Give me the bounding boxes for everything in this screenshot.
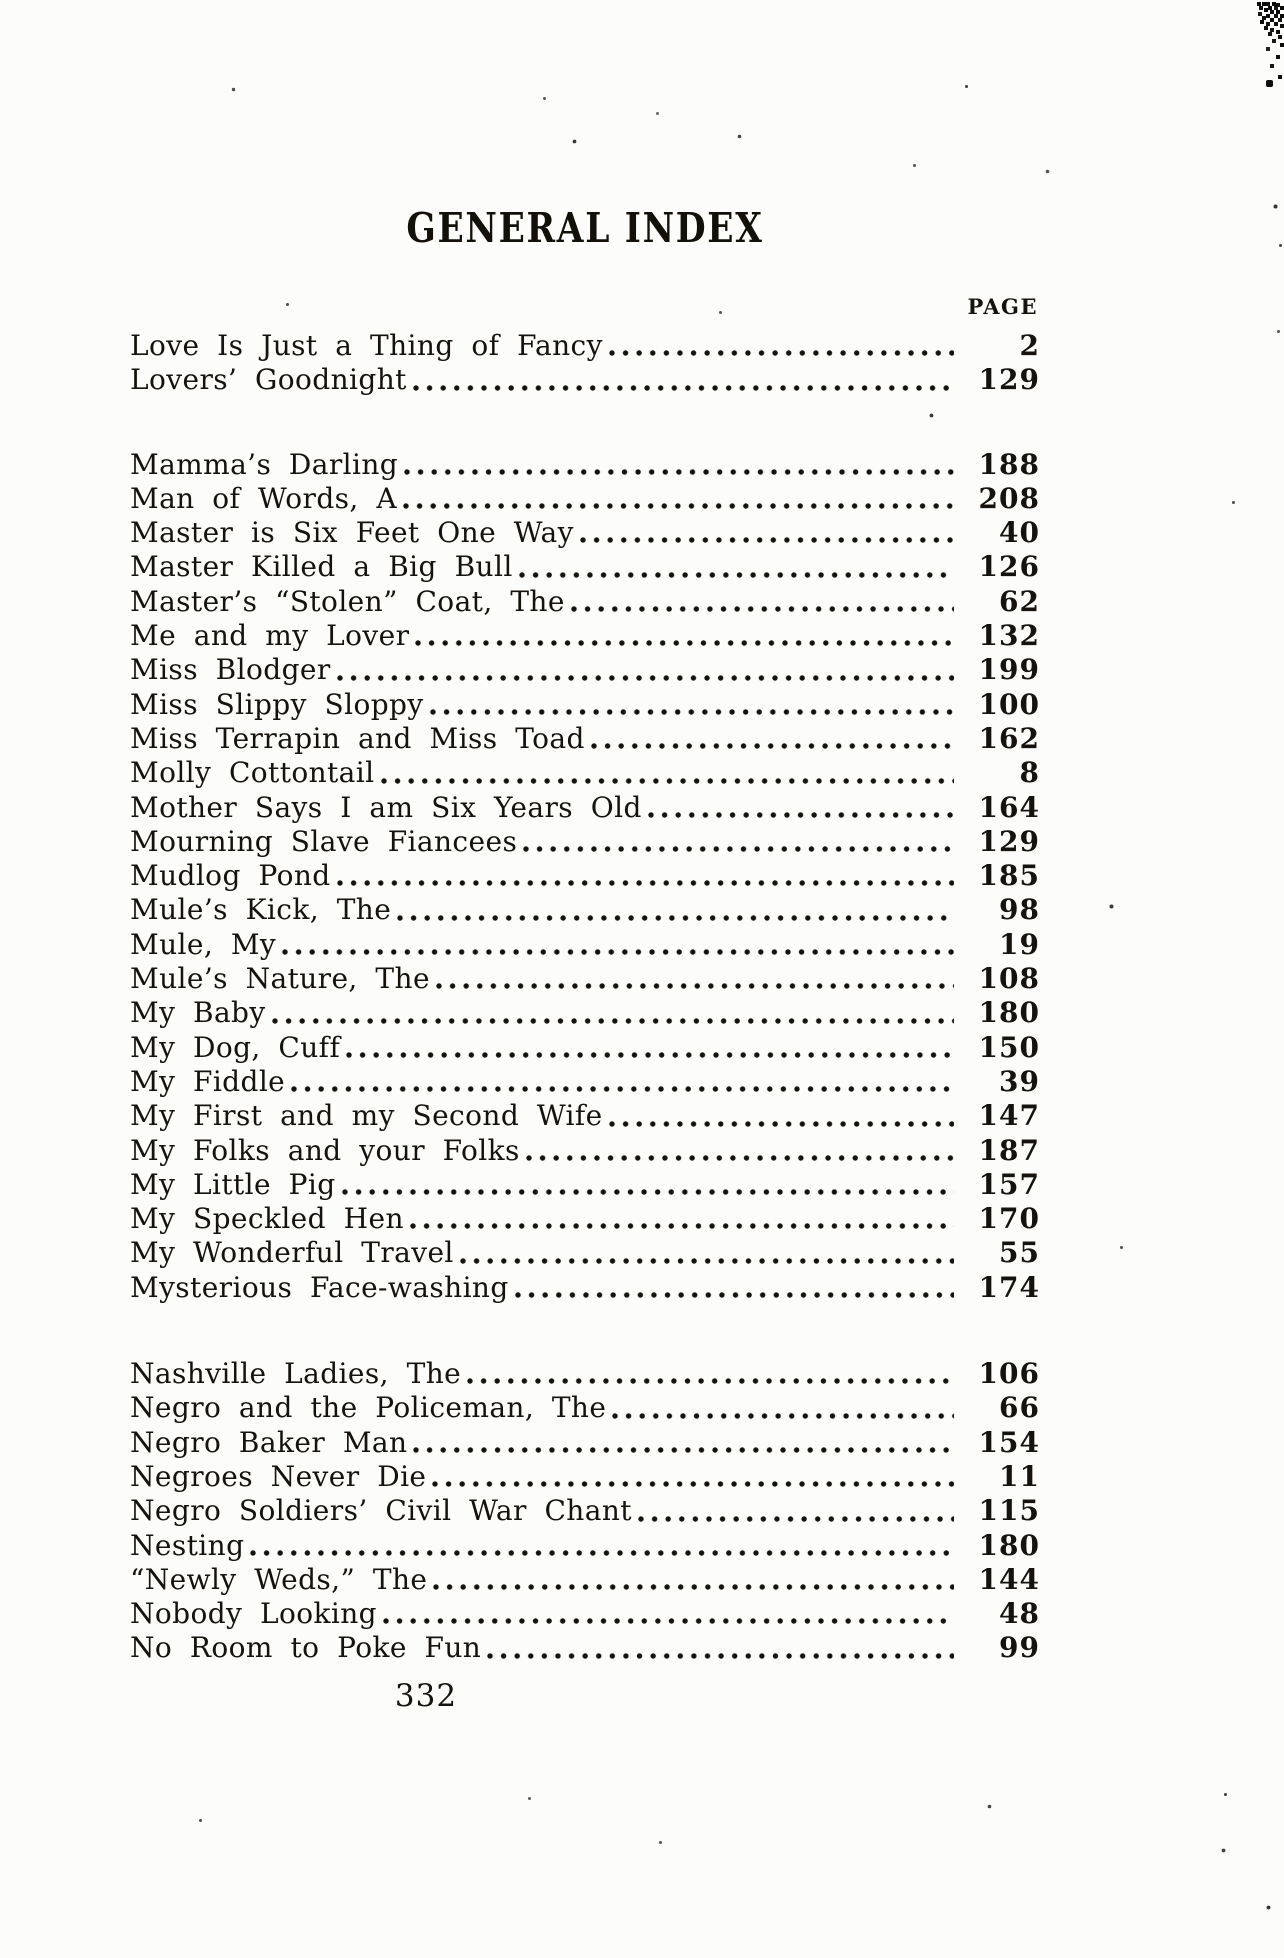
- entry-title: Mamma’s Darling: [130, 447, 399, 481]
- entry-page-number: 180: [978, 1528, 1040, 1562]
- index-entry: [130, 1597, 1040, 1631]
- dot-leader: [436, 981, 954, 991]
- index-entry: [130, 722, 1040, 756]
- entry-page-number: 126: [978, 550, 1040, 584]
- dot-leader: [430, 707, 954, 717]
- dot-leader: [580, 535, 954, 545]
- entry-page-number: 40: [999, 516, 1040, 550]
- index-entry: [130, 1357, 1040, 1391]
- dot-leader: [397, 913, 954, 923]
- entry-page-number: 144: [978, 1562, 1040, 1596]
- index-entry: [130, 1134, 1040, 1168]
- dot-leader: [591, 741, 954, 751]
- entry-title: Mother Says I am Six Years Old: [130, 790, 642, 824]
- entry-title: No Room to Poke Fun: [130, 1631, 482, 1665]
- dot-leader: [342, 1187, 954, 1197]
- index-entry: [130, 585, 1040, 619]
- entry-title: Mourning Slave Fiancees: [130, 824, 518, 858]
- dot-leader: [467, 1376, 954, 1386]
- entry-title: Love Is Just a Thing of Fancy: [130, 329, 603, 362]
- index-entry: [130, 1031, 1040, 1065]
- index-entry: [130, 363, 1040, 397]
- entry-page-number: 157: [978, 1167, 1040, 1201]
- entry-page-number: 162: [978, 721, 1040, 755]
- index-entry: [130, 928, 1040, 962]
- entry-page-number: 8: [1019, 756, 1040, 790]
- index-entry: [130, 1168, 1040, 1202]
- entry-page-number: 48: [999, 1597, 1040, 1631]
- dot-leader: [432, 1479, 954, 1489]
- entry-title: My First and my Second Wife: [130, 1099, 603, 1133]
- dot-leader: [346, 1050, 954, 1060]
- dot-leader: [487, 1651, 954, 1661]
- entry-title: My Wonderful Travel: [130, 1236, 454, 1270]
- entry-page-number: 208: [978, 481, 1040, 515]
- entry-title: My Fiddle: [130, 1064, 286, 1098]
- index-entry: [130, 996, 1040, 1030]
- entry-page-number: 132: [978, 619, 1040, 653]
- dot-leader: [250, 1548, 954, 1558]
- entry-title: Negro Baker Man: [130, 1425, 408, 1459]
- index-entry: [130, 516, 1040, 550]
- index-entry: [130, 619, 1040, 653]
- entry-title: Negroes Never Die: [130, 1459, 427, 1493]
- dot-leader: [648, 810, 954, 820]
- entry-title: Mule’s Nature, The: [130, 962, 430, 996]
- index-entry: [130, 1099, 1040, 1133]
- entry-page-number: 106: [978, 1357, 1040, 1391]
- entry-page-number: 187: [978, 1133, 1040, 1167]
- scan-noise-artifact: [1257, 2, 1261, 6]
- index-entry: [130, 329, 1040, 363]
- entry-title: Master is Six Feet One Way: [130, 516, 574, 550]
- dot-leader: [413, 1445, 954, 1455]
- dot-leader: [404, 467, 954, 477]
- entry-title: Nashville Ladies, The: [130, 1357, 462, 1391]
- index-entry: [130, 791, 1040, 825]
- entry-page-number: 188: [978, 447, 1040, 481]
- entry-title: My Little Pig: [130, 1167, 336, 1201]
- index-entry: [130, 1391, 1040, 1425]
- entry-title: Negro and the Policeman, The: [130, 1391, 607, 1425]
- entry-page-number: 180: [978, 996, 1040, 1030]
- index-entry: [130, 1494, 1040, 1528]
- entry-title: Me and my Lover: [130, 619, 410, 653]
- entry-title: Master Killed a Big Bull: [130, 550, 513, 584]
- index-entry: [130, 1529, 1040, 1563]
- dot-leader: [638, 1514, 954, 1524]
- entry-page-number: 99: [999, 1631, 1040, 1665]
- index-entry: [130, 825, 1040, 859]
- entry-title: Master’s “Stolen” Coat, The: [130, 584, 565, 618]
- index-section: [130, 1357, 1040, 1666]
- index-entry: [130, 482, 1040, 516]
- dot-leader: [460, 1256, 954, 1266]
- entry-title: Mule, My: [130, 927, 277, 961]
- page-title: GENERAL INDEX: [406, 204, 764, 252]
- entry-title: Lovers’ Goodnight: [130, 363, 407, 397]
- entry-page-number: 2: [1019, 329, 1040, 362]
- entry-page-number: 19: [999, 927, 1040, 961]
- entry-page-number: 129: [978, 363, 1040, 397]
- index-entry: [130, 1202, 1040, 1236]
- dust-specks: [0, 0, 3, 3]
- entry-page-number: 170: [978, 1202, 1040, 1236]
- entry-page-number: 115: [978, 1494, 1040, 1528]
- dot-leader: [519, 570, 954, 580]
- entry-page-number: 11: [999, 1459, 1040, 1493]
- dot-leader: [272, 1016, 954, 1026]
- entry-title: Negro Soldiers’ Civil War Chant: [130, 1494, 632, 1528]
- entry-title: My Folks and your Folks: [130, 1133, 520, 1167]
- dot-leader: [337, 878, 954, 888]
- dot-leader: [515, 1290, 954, 1300]
- dot-leader: [413, 383, 954, 393]
- entry-title: Miss Terrapin and Miss Toad: [130, 721, 585, 755]
- index-section: [130, 448, 1040, 1305]
- index-entry: [130, 859, 1040, 893]
- entry-title: Miss Blodger: [130, 653, 331, 687]
- dot-leader: [415, 638, 954, 648]
- index-entry: [130, 448, 1040, 482]
- dot-leader: [383, 1616, 954, 1626]
- index-entry: [130, 1065, 1040, 1099]
- entry-title: Mule’s Kick, The: [130, 893, 392, 927]
- ink-dot-artifact: [1266, 80, 1273, 87]
- index-entry: [130, 653, 1040, 687]
- dot-leader: [410, 1221, 954, 1231]
- entry-page-number: 174: [978, 1270, 1040, 1304]
- index-entry: [130, 756, 1040, 790]
- index-list: [130, 329, 1040, 1666]
- entry-title: My Baby: [130, 996, 266, 1030]
- entry-page-number: 185: [978, 859, 1040, 893]
- entry-page-number: 55: [999, 1236, 1040, 1270]
- entry-page-number: 154: [978, 1425, 1040, 1459]
- dot-leader: [523, 844, 954, 854]
- entry-title: Nobody Looking: [130, 1597, 377, 1631]
- dot-leader: [612, 1411, 954, 1421]
- entry-page-number: 147: [978, 1099, 1040, 1133]
- dot-leader: [433, 1582, 954, 1592]
- entry-page-number: 39: [999, 1064, 1040, 1098]
- entry-title: Miss Slippy Sloppy: [130, 687, 424, 721]
- dot-leader: [571, 604, 954, 614]
- entry-page-number: 199: [978, 653, 1040, 687]
- dot-leader: [403, 501, 954, 511]
- entry-page-number: 129: [978, 824, 1040, 858]
- index-entry: [130, 688, 1040, 722]
- dot-leader: [291, 1084, 954, 1094]
- footer-page-number: 332: [394, 1678, 458, 1714]
- page-column-header: PAGE: [967, 294, 1038, 319]
- entry-page-number: 164: [978, 790, 1040, 824]
- index-entry: [130, 1460, 1040, 1494]
- index-entry: [130, 1271, 1040, 1305]
- entry-page-number: 150: [978, 1030, 1040, 1064]
- entry-page-number: 66: [999, 1391, 1040, 1425]
- entry-title: Man of Words, A: [130, 481, 398, 515]
- entry-page-number: 108: [978, 962, 1040, 996]
- index-entry: [130, 550, 1040, 584]
- dot-leader: [609, 348, 954, 358]
- dot-leader: [282, 947, 954, 957]
- dot-leader: [381, 776, 955, 786]
- dot-leader: [526, 1153, 954, 1163]
- index-entry: [130, 962, 1040, 996]
- dot-leader: [337, 673, 954, 683]
- entry-title: Molly Cottontail: [130, 756, 375, 790]
- entry-page-number: 100: [978, 687, 1040, 721]
- entry-page-number: 98: [999, 893, 1040, 927]
- index-entry: [130, 893, 1040, 927]
- entry-title: Mudlog Pond: [130, 859, 331, 893]
- dot-leader: [609, 1119, 954, 1129]
- entry-title: “Newly Weds,” The: [130, 1562, 428, 1596]
- index-entry: [130, 1236, 1040, 1270]
- index-section: [130, 329, 1040, 398]
- index-entry: [130, 1563, 1040, 1597]
- entry-title: Nesting: [130, 1528, 245, 1562]
- index-entry: [130, 1631, 1040, 1665]
- entry-title: My Speckled Hen: [130, 1202, 404, 1236]
- entry-title: My Dog, Cuff: [130, 1030, 341, 1064]
- index-entry: [130, 1426, 1040, 1460]
- entry-title: Mysterious Face-washing: [130, 1270, 509, 1304]
- entry-page-number: 62: [999, 584, 1040, 618]
